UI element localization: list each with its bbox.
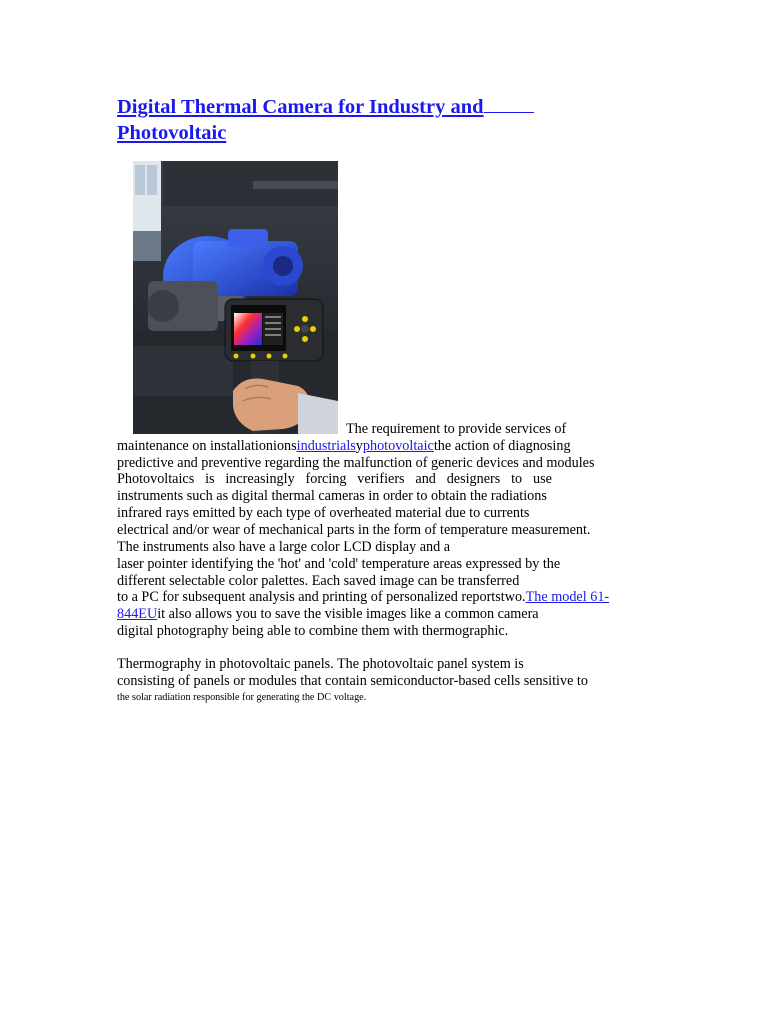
p1-line-4 xyxy=(117,471,552,488)
p1-line-9: laser pointer identifying the 'hot' and 'cold' temperature areas expressed by the xyxy=(117,556,561,572)
word: to xyxy=(511,471,523,487)
thermal-camera-illustration xyxy=(133,161,338,434)
p1-line-10: different selectable color palettes. Each saved image can be transferred xyxy=(117,573,520,589)
p1-text: maintenance on installationions xyxy=(117,438,297,454)
p2-line-2: consisting of panels or modules that contain semiconductor-based cells sensitive to xyxy=(117,673,588,689)
title-line-2[interactable]: Photovoltaic xyxy=(117,122,227,144)
p1-line-11 xyxy=(117,589,621,606)
model-link[interactable]: The model 61- xyxy=(525,589,610,605)
industrials-link[interactable]: industrials xyxy=(296,438,356,454)
word: forcing xyxy=(305,471,347,487)
p1-line-6: infrared rays emitted by each type of overheated material due to currents xyxy=(117,505,530,521)
word: designers xyxy=(446,471,501,487)
p1-line-13: digital photography being able to combine them with thermographic. xyxy=(117,623,509,639)
p1-line-8: The instruments also have a large color LCD display and a xyxy=(117,539,451,555)
p1-text: to a PC for subsequent analysis and printing of personalized reportstwo. xyxy=(117,589,526,605)
word: use xyxy=(532,471,552,487)
word: and xyxy=(415,471,436,487)
p2-line-3: the solar radiation responsible for generating the DC voltage. xyxy=(117,692,367,703)
page-title[interactable] xyxy=(117,94,587,146)
p1-line-3: predictive and preventive regarding the malfunction of generic devices and modules xyxy=(117,455,595,471)
model-link-continued[interactable]: 844EU xyxy=(117,606,158,622)
word: increasingly xyxy=(225,471,295,487)
p1-line-12 xyxy=(117,606,539,623)
p1-text: y xyxy=(355,438,363,454)
p1-line-2 xyxy=(117,438,571,455)
title-underline-pad xyxy=(484,111,534,113)
title-line-1[interactable]: Digital Thermal Camera for Industry and xyxy=(117,96,484,118)
word: verifiers xyxy=(357,471,405,487)
p2-line-1: Thermography in photovoltaic panels. The photovoltaic panel system is xyxy=(117,656,524,672)
word: is xyxy=(205,471,215,487)
p1-line-7: electrical and/or wear of mechanical parts in the form of temperature measurement. xyxy=(117,522,591,538)
p1-line-5: instruments such as digital thermal cameras in order to obtain the radiations xyxy=(117,488,547,504)
photovoltaic-link[interactable]: photovoltaic xyxy=(362,438,434,454)
thermal-camera-photo xyxy=(133,161,338,434)
p1-text: the action of diagnosing xyxy=(433,438,571,454)
p1-line-1: The requirement to provide services of xyxy=(346,421,567,437)
word: Photovoltaics xyxy=(117,471,195,487)
p1-text: it also allows you to save the visible images like a common camera xyxy=(157,606,539,622)
